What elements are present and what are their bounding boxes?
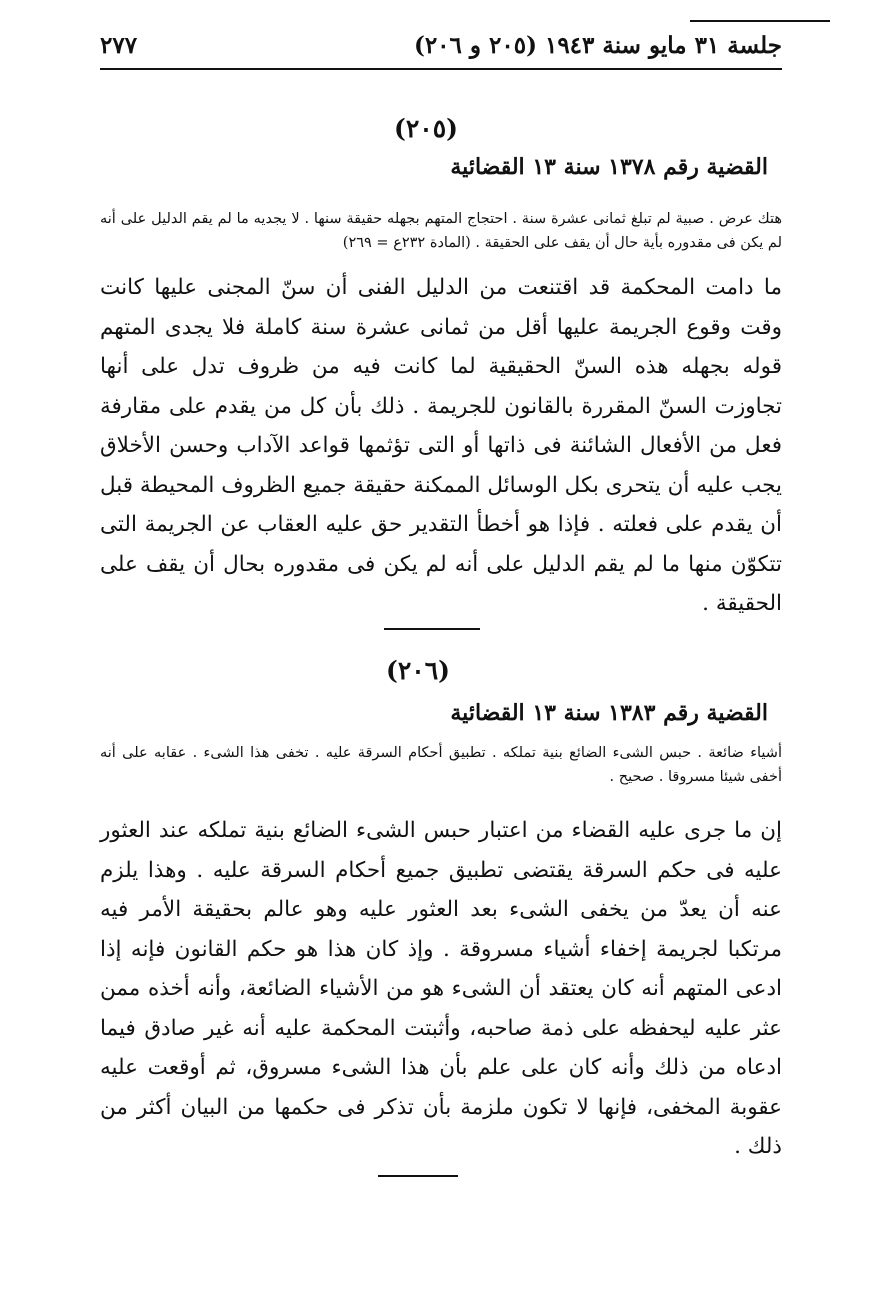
- case-body: ما دامت المحكمة قد اقتنعت من الدليل الفنى أن سنّ المجنى عليها كانت وقت وقوع الجريمة عليها أقل من ثمانى عشرة سنة كاملة فلا يجدى المتهم قوله بجهله هذه السنّ الحقيقية لما كانت فيه من ظروف تدل على أنها تجاوزت السنّ المقررة بالقانون للجريمة . ذلك بأن كل من يقدم على مقارفة فعل من الأفعال الشائنة فى ذاتها أو التى تؤثمها قواعد الآداب وحسن الأخلاق يجب عليه أن يتحرى بكل الوسائل الممكنة حقيقة جميع الظروف المحيطة قبل أن يقدم على فعلته . فإذا هو أخطأ التقدير حق عليه العقاب عن الجريمة التى تتكوّن منها ما لم يقم الدليل على أنه لم يكن فى مقدوره بحال أن يقف على الحقيقة .: [100, 275, 782, 616]
- case-summary: هتك عرض . صبية لم تبلغ ثمانى عشرة سنة . احتجاج المتهم بجهله حقيقة سنها . لا يجديه ما لم يقم الدليل على أنه لم يكن فى مقدوره بأية حال أن يقف على الحقيقة . (المادة ٢٣٢ع = ٢٦٩): [100, 211, 782, 251]
- page-number: ٢٧٧: [100, 32, 138, 59]
- section-divider: [384, 628, 480, 630]
- case-summary: أشياء ضائعة . حبس الشىء الضائع بنية تملكه . تطبيق أحكام السرقة عليه . تخفى هذا الشىء . عقابه على أنه أخفى شيئا مسروقا . صحيح .: [100, 745, 782, 785]
- top-rule: [690, 20, 830, 22]
- header-rule: [100, 68, 782, 70]
- case-title: القضية رقم ١٣٧٨ سنة ١٣ القضائية: [450, 154, 768, 180]
- section-number: (٢٠٥): [394, 114, 458, 143]
- case-title: القضية رقم ١٣٨٣ سنة ١٣ القضائية: [450, 700, 768, 726]
- end-divider: [378, 1175, 458, 1177]
- section-number: (٢٠٦): [386, 656, 450, 685]
- header-title: جلسة ٣١ مايو سنة ١٩٤٣ (٢٠٥ و ٢٠٦): [413, 32, 782, 59]
- running-header: [100, 32, 782, 64]
- case-body: إن ما جرى عليه القضاء من اعتبار حبس الشىء الضائع بنية تملكه عند العثور عليه فى حكم السرقة يقتضى تطبيق جميع أحكام السرقة عليه . وهذا يلزم عنه أن يعدّ من يخفى الشىء بعد العثور عليه وهو عالم بحقيقة الأمر فيه مرتكبا لجريمة إخفاء أشياء مسروقة . وإذ كان هذا هو حكم القانون فإنه إذا ادعى المتهم أنه كان يعتقد أن الشىء هو من الأشياء الضائعة، وأنه أخذه ممن عثر عليه ليحفظه على ذمة صاحبه، وأثبتت المحكمة عليه أنه غير صادق فيما ادعاه من ذلك وأنه كان على علم بأن هذا الشىء مسروق، ثم أوقعت عليه عقوبة المخفى، فإنها لا تكون ملزمة بأن تذكر فى حكمها من البيان أكثر من ذلك .: [100, 818, 782, 1159]
